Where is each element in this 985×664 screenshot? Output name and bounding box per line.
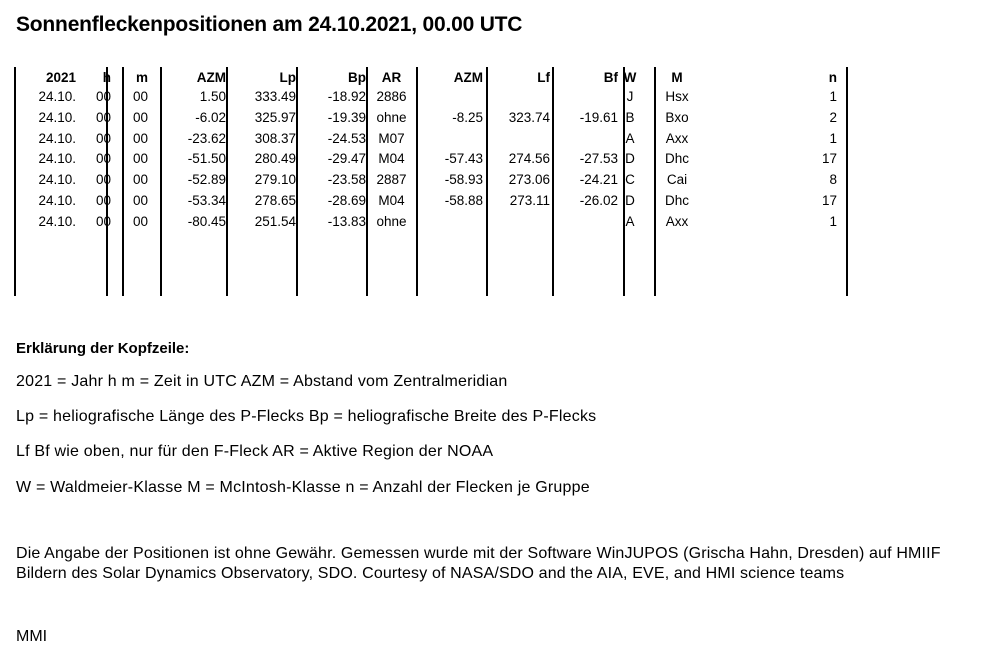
column-divider bbox=[366, 67, 368, 296]
table-cell: D bbox=[625, 151, 635, 167]
table-cell: 24.10. bbox=[38, 89, 76, 104]
table-cell: 00 bbox=[95, 89, 111, 104]
table-cell: 00 bbox=[95, 193, 111, 208]
table-cell: ohne bbox=[376, 109, 407, 125]
table-cell: ohne bbox=[376, 213, 407, 229]
column-divider bbox=[654, 67, 656, 296]
table-cell: D bbox=[625, 193, 635, 208]
table-cell: 00 bbox=[132, 151, 148, 167]
column-divider bbox=[296, 67, 298, 296]
table-cell: -19.39 bbox=[327, 109, 366, 125]
table-cell: 00 bbox=[95, 109, 111, 125]
table-cell: 308.37 bbox=[254, 130, 296, 146]
column-header: Lp bbox=[279, 70, 296, 85]
table-cell: -26.02 bbox=[579, 193, 618, 208]
explanation-heading: Erklärung der Kopfzeile: bbox=[16, 340, 190, 357]
table-cell: 00 bbox=[95, 130, 111, 146]
table-cell: -24.21 bbox=[579, 172, 618, 188]
table-cell: J bbox=[626, 89, 634, 104]
table-cell: -58.88 bbox=[444, 193, 483, 208]
table-cell: 274.56 bbox=[508, 151, 550, 167]
table-cell: Axx bbox=[665, 213, 689, 229]
table-cell: -24.53 bbox=[327, 130, 366, 146]
table-cell: A bbox=[625, 130, 635, 146]
table-cell: B bbox=[625, 109, 635, 125]
table-cell: 00 bbox=[132, 89, 148, 104]
table-cell: 2 bbox=[829, 109, 837, 125]
table-cell: 8 bbox=[829, 172, 837, 188]
table-cell: 251.54 bbox=[254, 213, 296, 229]
table-cell: C bbox=[625, 172, 635, 188]
table-cell: 00 bbox=[132, 130, 148, 146]
column-header: M bbox=[671, 70, 683, 85]
table-cell: M04 bbox=[378, 151, 405, 167]
table-cell: 1 bbox=[829, 130, 837, 146]
table-cell: 00 bbox=[132, 172, 148, 188]
table-cell: -6.02 bbox=[195, 109, 226, 125]
table-cell: 323.74 bbox=[508, 109, 550, 125]
table-cell: Bxo bbox=[665, 109, 689, 125]
table-cell: 00 bbox=[132, 213, 148, 229]
table-cell: 1 bbox=[829, 89, 837, 104]
explanation-line-3: Lf Bf wie oben, nur für den F-Fleck AR = Aktive Region der NOAA bbox=[16, 443, 494, 460]
table-cell: 00 bbox=[95, 213, 111, 229]
table-cell: 273.11 bbox=[509, 193, 550, 208]
table-cell: 280.49 bbox=[254, 151, 296, 167]
table-cell: 24.10. bbox=[38, 151, 76, 167]
column-divider bbox=[846, 67, 848, 296]
disclaimer-text: Die Angabe der Positionen ist ohne Gewähr. Gemessen wurde mit der Software WinJUPOS (Grischa Hahn, Dresden) auf HMIIF Bildern des Solar Dynamics Observatory, SDO. Courtesy of NASA/SDO and the AIA, EVE, and HMI science teams bbox=[16, 545, 941, 582]
table-cell: 325.97 bbox=[254, 109, 296, 125]
table-cell: 00 bbox=[132, 109, 148, 125]
table-cell: -28.69 bbox=[327, 193, 366, 208]
table-cell: 24.10. bbox=[38, 130, 76, 146]
table-cell: 279.10 bbox=[254, 172, 296, 188]
column-header: Bp bbox=[348, 70, 366, 85]
explanation-line-4: W = Waldmeier-Klasse M = McIntosh-Klasse n = Anzahl der Flecken je Gruppe bbox=[16, 479, 590, 496]
column-header: m bbox=[135, 70, 148, 85]
table-cell: -18.92 bbox=[327, 89, 366, 104]
table-cell: -51.50 bbox=[187, 151, 226, 167]
table-cell: -80.45 bbox=[187, 213, 226, 229]
table-cell: 00 bbox=[95, 172, 111, 188]
column-header: AZM bbox=[453, 70, 483, 85]
table-cell: -53.34 bbox=[187, 193, 226, 208]
table-cell: -52.89 bbox=[187, 172, 226, 188]
signature: MMI bbox=[16, 628, 48, 645]
table-cell: 2886 bbox=[376, 89, 407, 104]
table-cell: -8.25 bbox=[452, 109, 483, 125]
table-cell: A bbox=[625, 213, 635, 229]
explanation-line-1: 2021 = Jahr h m = Zeit in UTC AZM = Abstand vom Zentralmeridian bbox=[16, 373, 508, 390]
table-cell: 00 bbox=[132, 193, 148, 208]
column-divider bbox=[416, 67, 418, 296]
table-cell: Axx bbox=[665, 130, 689, 146]
column-divider bbox=[226, 67, 228, 296]
table-cell: 1.50 bbox=[199, 89, 226, 104]
table-cell: -27.53 bbox=[579, 151, 618, 167]
table-cell: 17 bbox=[821, 193, 837, 208]
table-cell: -23.62 bbox=[187, 130, 226, 146]
table-cell: -23.58 bbox=[327, 172, 366, 188]
table-cell: -29.47 bbox=[327, 151, 366, 167]
table-cell: 24.10. bbox=[38, 172, 76, 188]
table-cell: 24.10. bbox=[38, 109, 76, 125]
table-cell: 273.06 bbox=[508, 172, 550, 188]
table-cell: -19.61 bbox=[579, 109, 618, 125]
column-divider bbox=[14, 67, 16, 296]
table-cell: 24.10. bbox=[38, 193, 76, 208]
column-header: AZM bbox=[196, 70, 226, 85]
column-header: Lf bbox=[537, 70, 550, 85]
table-cell: -13.83 bbox=[327, 213, 366, 229]
column-header: W bbox=[623, 70, 637, 85]
table-cell: M04 bbox=[378, 193, 405, 208]
explanation-line-2: Lp = heliografische Länge des P-Flecks Bp = heliografische Breite des P-Flecks bbox=[16, 408, 597, 425]
table-cell: M07 bbox=[378, 130, 405, 146]
table-cell: 24.10. bbox=[38, 213, 76, 229]
column-header: Bf bbox=[603, 70, 618, 85]
column-header: 2021 bbox=[45, 70, 76, 85]
column-divider bbox=[552, 67, 554, 296]
page-title: Sonnenfleckenpositionen am 24.10.2021, 00.00 UTC bbox=[16, 13, 523, 36]
table-cell: Dhc bbox=[664, 193, 689, 208]
table-cell: Dhc bbox=[664, 151, 689, 167]
column-header: h bbox=[102, 70, 111, 85]
table-cell: -58.93 bbox=[444, 172, 483, 188]
table-cell: -57.43 bbox=[444, 151, 483, 167]
table-cell: 2887 bbox=[376, 172, 407, 188]
sunspot-table bbox=[14, 67, 846, 297]
table-cell: 278.65 bbox=[254, 193, 296, 208]
table-cell: Cai bbox=[666, 172, 688, 188]
column-header: AR bbox=[381, 70, 402, 85]
table-cell: 333.49 bbox=[254, 89, 296, 104]
table-cell: Hsx bbox=[665, 89, 689, 104]
table-cell: 1 bbox=[829, 213, 837, 229]
table-cell: 00 bbox=[95, 151, 111, 167]
column-header: n bbox=[828, 70, 837, 85]
table-cell: 17 bbox=[821, 151, 837, 167]
